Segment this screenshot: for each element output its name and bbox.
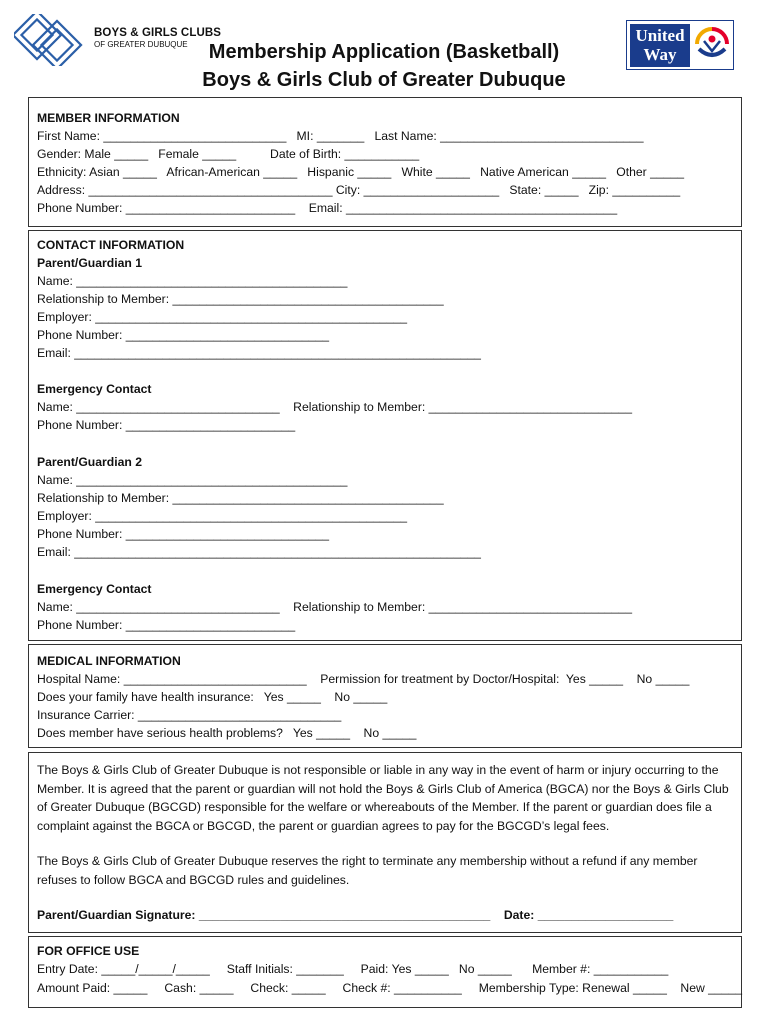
member-name-row[interactable]: First Name: ___________________________ MI: _______ Last Name: ______________________________ <box>37 129 644 143</box>
pg2-relationship-field[interactable]: Relationship to Member: ________________________________________ <box>37 491 444 505</box>
office-use-heading: FOR OFFICE USE <box>37 944 140 958</box>
title-line-1: Membership Application (Basketball) <box>208 41 560 63</box>
member-info-heading: MEMBER INFORMATION <box>37 111 180 125</box>
pg2-employer-field[interactable]: Employer: ______________________________________________ <box>37 509 408 523</box>
ec2-phone-field[interactable]: Phone Number: _________________________ <box>37 618 296 632</box>
health-problems-row[interactable]: Does member have serious health problems? Yes _____ No _____ <box>37 726 417 740</box>
emergency-contact-2-heading: Emergency Contact <box>37 582 152 596</box>
health-insurance-row[interactable]: Does your family have health insurance: Yes _____ No _____ <box>37 690 388 704</box>
pg1-employer-field[interactable]: Employer: ______________________________________________ <box>37 310 408 324</box>
contact-info-heading: CONTACT INFORMATION <box>37 238 185 252</box>
united-way-logo <box>626 20 734 70</box>
united-way-text: United Way <box>630 24 690 67</box>
org-name-line1: BOYS & GIRLS CLUBS <box>94 27 222 39</box>
ec1-phone-field[interactable]: Phone Number: _________________________ <box>37 418 296 432</box>
pg1-email-field[interactable]: Email: ____________________________________________________________ <box>37 346 481 360</box>
parent-guardian-2-heading: Parent/Guardian 2 <box>37 455 142 469</box>
pg1-relationship-field[interactable]: Relationship to Member: ________________________________________ <box>37 292 444 306</box>
org-name-line2: OF GREATER DUBUQUE <box>94 40 188 49</box>
member-gender-dob-row[interactable]: Gender: Male _____ Female _____ Date of Birth: ___________ <box>37 147 420 161</box>
member-phone-email-row[interactable]: Phone Number: _________________________ Email: ________________________________________ <box>37 201 618 215</box>
pg2-phone-field[interactable]: Phone Number: ______________________________ <box>37 527 330 541</box>
united-way-hand-icon <box>695 27 729 63</box>
hospital-permission-row[interactable]: Hospital Name: ___________________________ Permission for treatment by Doctor/Hospital: Yes _____ No _____ <box>37 672 690 686</box>
ec1-name-relationship-row[interactable]: Name: ______________________________ Relationship to Member: ______________________________ <box>37 400 632 414</box>
termination-paragraph: The Boys & Girls Club of Greater Dubuque reserves the right to terminate any membership without a refund if any member refuses to follow BGCA and BGCGD rules and guidelines. <box>37 854 698 887</box>
office-entry-row[interactable]: Entry Date: _____/_____/_____ Staff Initials: _______ Paid: Yes _____ No _____ Member #: ___________ <box>37 962 669 976</box>
pg2-name-field[interactable]: Name: ________________________________________ <box>37 473 348 487</box>
pg1-phone-field[interactable]: Phone Number: ______________________________ <box>37 328 330 342</box>
ec2-name-relationship-row[interactable]: Name: ______________________________ Relationship to Member: ______________________________ <box>37 600 632 614</box>
pg1-name-field[interactable]: Name: ________________________________________ <box>37 274 348 288</box>
page-title <box>190 38 578 94</box>
pg2-email-field[interactable]: Email: ____________________________________________________________ <box>37 545 481 559</box>
emergency-contact-1-heading: Emergency Contact <box>37 382 152 396</box>
office-payment-row[interactable]: Amount Paid: _____ Cash: _____ Check: _____ Check #: __________ Membership Type: Renewal _____ New _____ <box>37 981 743 995</box>
member-address-row[interactable]: Address: ____________________________________ City: ____________________ State: _____ Zip: __________ <box>37 183 681 197</box>
signature-date-row[interactable]: Parent/Guardian Signature: ___________________________________________ Date: ____________________ <box>37 908 674 922</box>
medical-info-heading: MEDICAL INFORMATION <box>37 654 181 668</box>
member-ethnicity-row[interactable]: Ethnicity: Asian _____ African-American _____ Hispanic _____ White _____ Native American _____ Other _____ <box>37 165 684 179</box>
insurance-carrier-field[interactable]: Insurance Carrier: ______________________________ <box>37 708 342 722</box>
parent-guardian-1-heading: Parent/Guardian 1 <box>37 256 142 270</box>
bgc-logo <box>14 14 222 70</box>
bgc-hands-icon <box>14 14 84 66</box>
liability-paragraph: The Boys & Girls Club of Greater Dubuque is not responsible or liable in any way in the event of harm or injury occurring to the Member. It is agreed that the parent or guardian will not hold the Boys & Girls Club of America (BGCA) nor the Boys & Girls Club of Greater Dubuque (BGCGD) responsible for the welfare or whereabouts of the Member. If the parent or guardian does file a complaint against the BGCA or BGCGD, the parent or guardian agrees to pay for the BGCGD’s legal fees. <box>37 763 729 833</box>
title-line-2: Boys & Girls Club of Greater Dubuque <box>202 69 566 91</box>
